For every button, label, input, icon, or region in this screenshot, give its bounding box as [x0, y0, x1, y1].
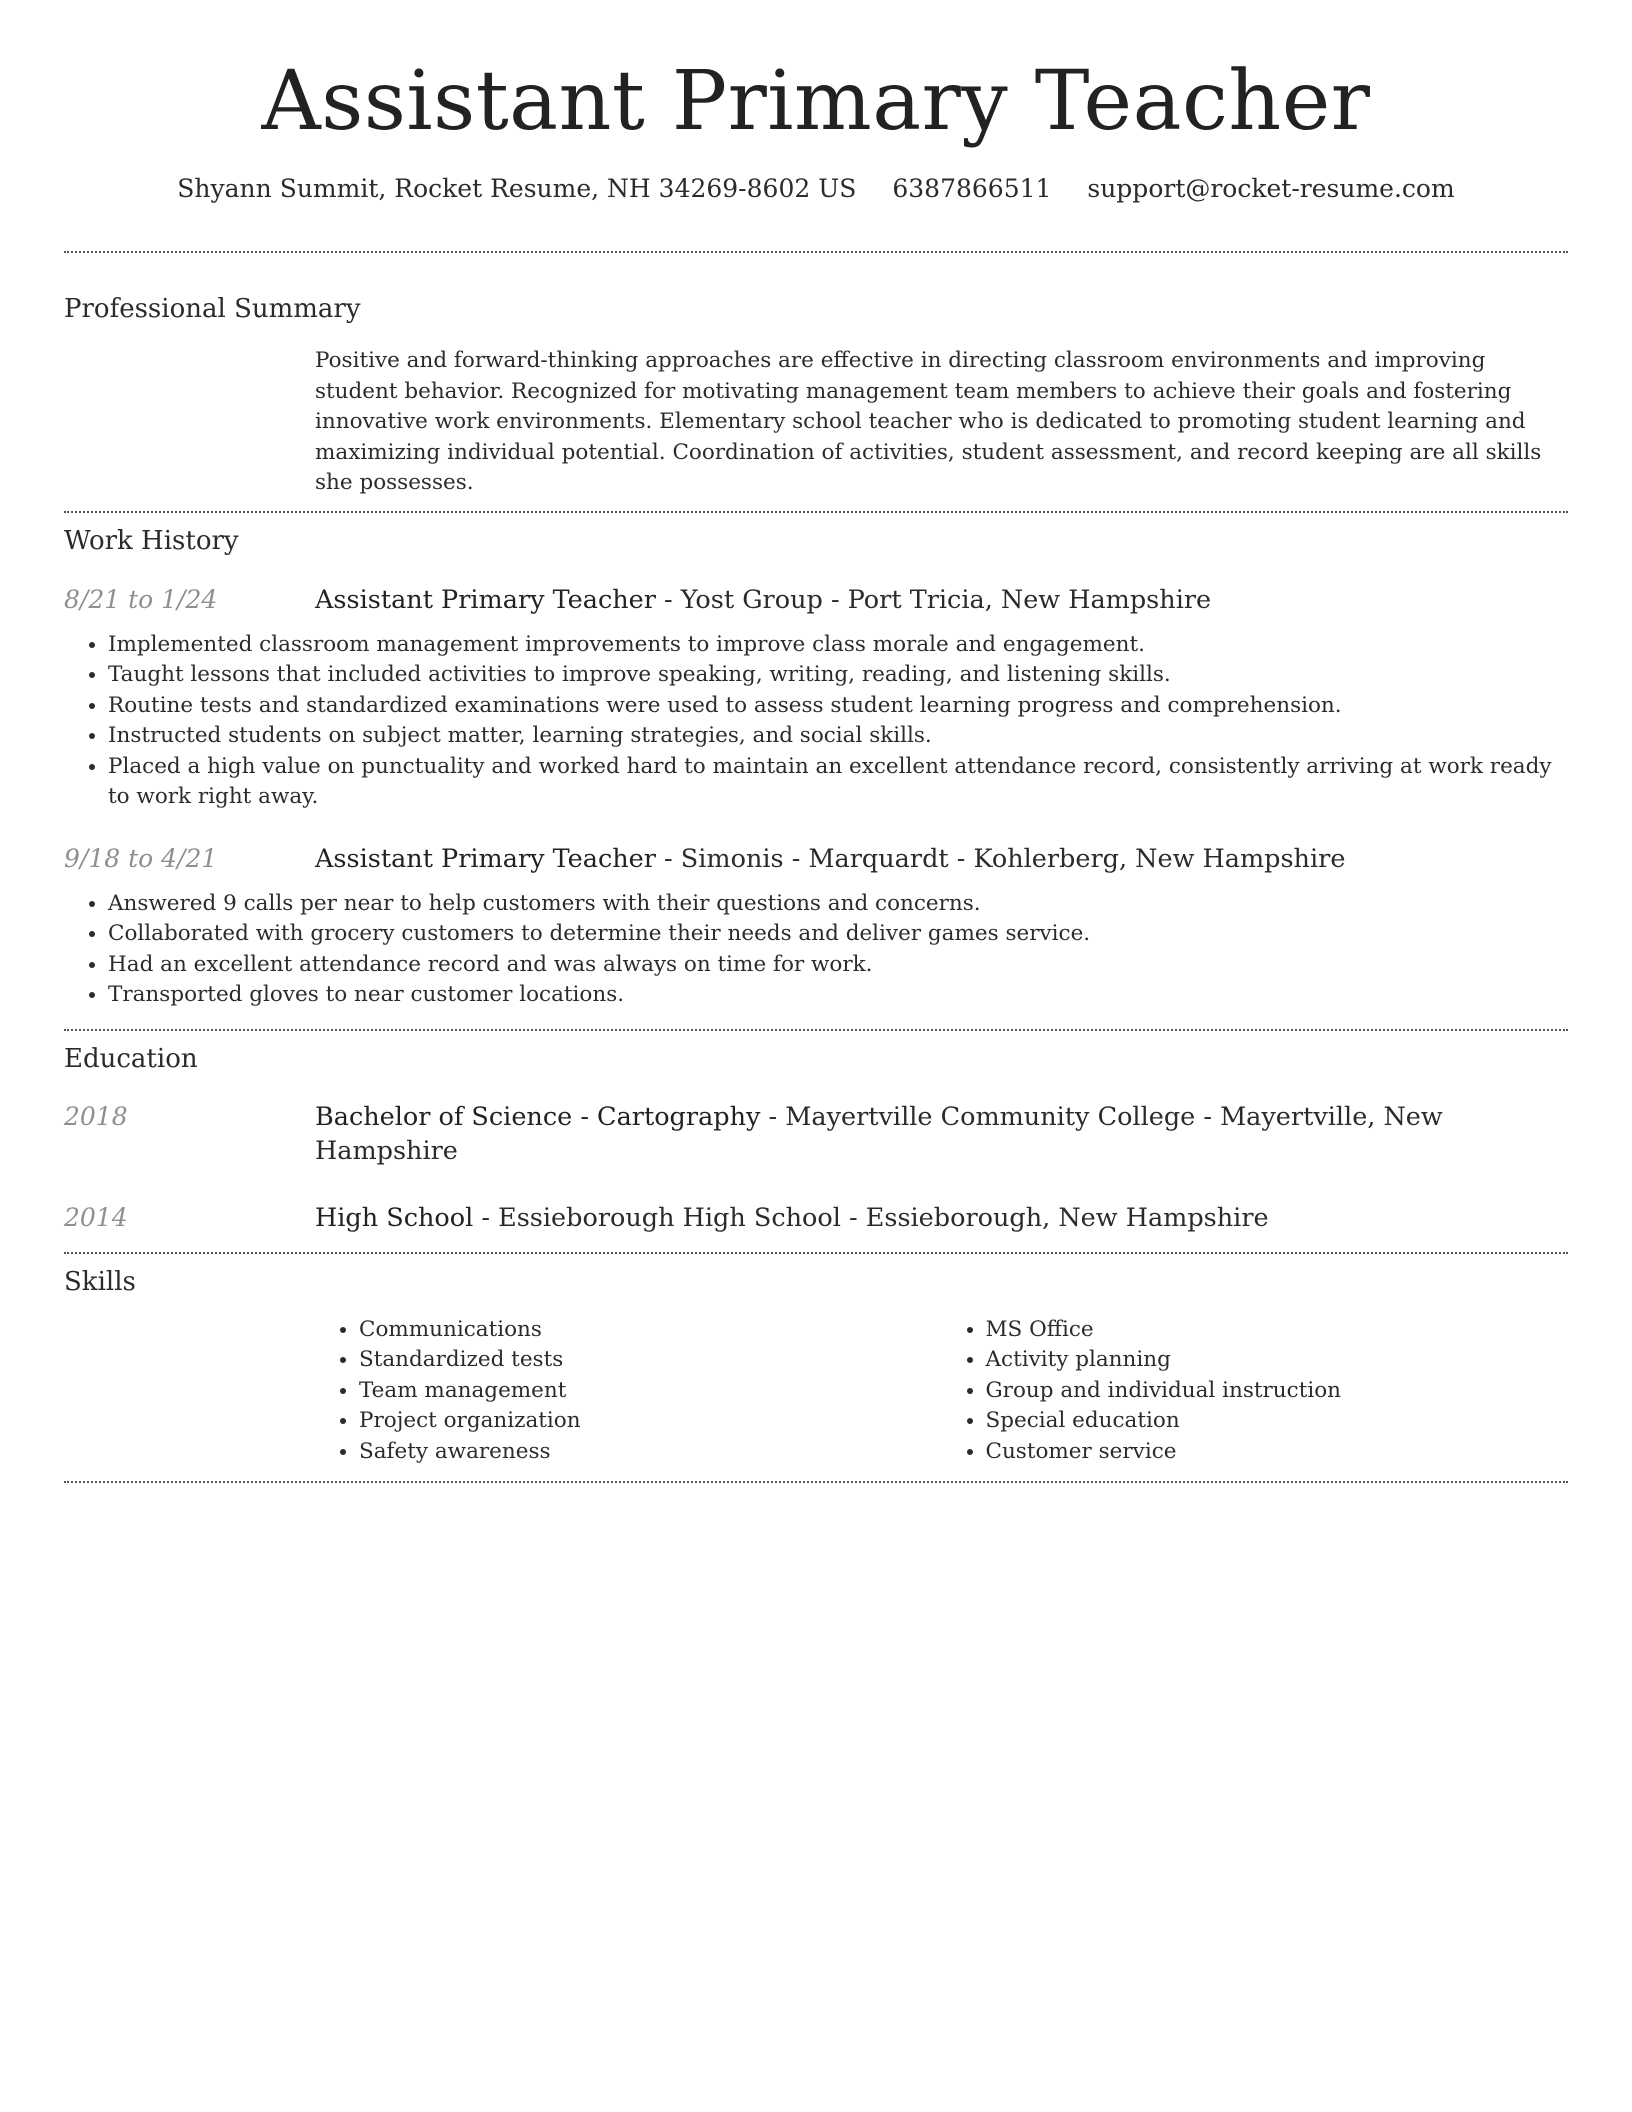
skills-column-right [942, 1315, 1569, 1468]
job-details: - Simonis - Marquardt - Kohlerberg, New Hampshire [655, 843, 1346, 874]
skill-item: • Customer service [986, 1437, 1569, 1468]
section-title-education: Education [64, 1043, 198, 1074]
section-divider [64, 1252, 1568, 1254]
work-entry-dates: 9/18 to 4/21 [64, 843, 218, 873]
list-item: • Taught lessons that included activities to improve speaking, writing, reading, and listening skills. [108, 660, 1568, 691]
list-item: • Routine tests and standardized examinations were used to assess student learning progress and comprehension. [108, 691, 1568, 722]
section-divider [64, 1029, 1568, 1031]
skill-item: • Standardized tests [359, 1345, 942, 1376]
list-item: • Transported gloves to near customer locations. [108, 980, 1568, 1011]
skill-item: • Communications [359, 1315, 942, 1346]
contact-address: Shyann Summit, Rocket Resume, NH 34269-8602 US [177, 174, 857, 203]
list-item: • Collaborated with grocery customers to determine their needs and deliver games service. [108, 919, 1568, 950]
section-title-skills: Skills [64, 1266, 136, 1297]
list-item: • Answered 9 calls per near to help customers with their questions and concerns. [108, 889, 1568, 920]
work-entry-heading [315, 842, 1568, 876]
education-year: 2018 [64, 1101, 128, 1131]
education-entry [64, 1100, 1568, 1168]
section-divider [64, 251, 1568, 253]
skill-item: • MS Office [986, 1315, 1569, 1346]
skill-item: • Activity planning [986, 1345, 1569, 1376]
list-item: • Instructed students on subject matter, learning strategies, and social skills. [108, 721, 1568, 752]
job-title: Assistant Primary Teacher [315, 843, 656, 874]
work-entry-dates: 8/21 to 1/24 [64, 584, 218, 614]
job-details: - Yost Group - Port Tricia, New Hampshire [655, 584, 1212, 615]
contact-phone: 6387866511 [892, 174, 1052, 203]
summary-text: Positive and forward-thinking approaches are effective in directing classroom environments and improving student behavior. Recognized for motivating management team members to achieve their goals and fostering innovative work environments. Elementary school teacher who is dedicated to promoting student learning and maximizing individual potential. Coordination of activities, student assessment, and record keeping are all skills she possesses. [315, 348, 1542, 495]
skill-item: • Project organization [359, 1406, 942, 1437]
education-details: - Mayertville Community College - Mayertville, New Hampshire [315, 1101, 1443, 1166]
education-heading [315, 1100, 1568, 1168]
skills-list [315, 1315, 1568, 1468]
section-divider [64, 1481, 1568, 1483]
skills-column-left [315, 1315, 942, 1468]
contact-line [64, 172, 1568, 206]
education-entry [64, 1201, 1568, 1235]
list-item: • Placed a high value on punctuality and worked hard to maintain an excellent attendance record, consistently arriving at work ready to work right away. [108, 752, 1568, 813]
skill-item: • Special education [986, 1406, 1569, 1437]
education-year: 2014 [64, 1202, 128, 1232]
work-entry-bullets [64, 889, 1568, 1011]
resume-page [64, 0, 1568, 1483]
skill-item: • Group and individual instruction [986, 1376, 1569, 1407]
education-details: - Essieborough High School - Essieborough, New Hampshire [473, 1202, 1269, 1233]
skill-item: • Team management [359, 1376, 942, 1407]
degree: Bachelor of Science - Cartography [315, 1101, 761, 1132]
section-divider [64, 511, 1568, 513]
education-heading [315, 1201, 1568, 1235]
list-item: • Implemented classroom management improvements to improve class morale and engagement. [108, 630, 1568, 661]
contact-email: support@rocket-resume.com [1087, 174, 1455, 203]
work-entry [64, 583, 1568, 813]
section-title-summary: Professional Summary [64, 294, 361, 324]
skill-item: • Safety awareness [359, 1437, 942, 1468]
degree: High School [315, 1202, 474, 1233]
work-entry-heading [315, 583, 1568, 617]
candidate-name: Assistant Primary Teacher [261, 54, 1371, 149]
list-item: • Had an excellent attendance record and was always on time for work. [108, 950, 1568, 981]
job-title: Assistant Primary Teacher [315, 584, 656, 615]
section-title-work-history: Work History [64, 525, 239, 556]
work-entry [64, 842, 1568, 1011]
work-entry-bullets [64, 630, 1568, 813]
